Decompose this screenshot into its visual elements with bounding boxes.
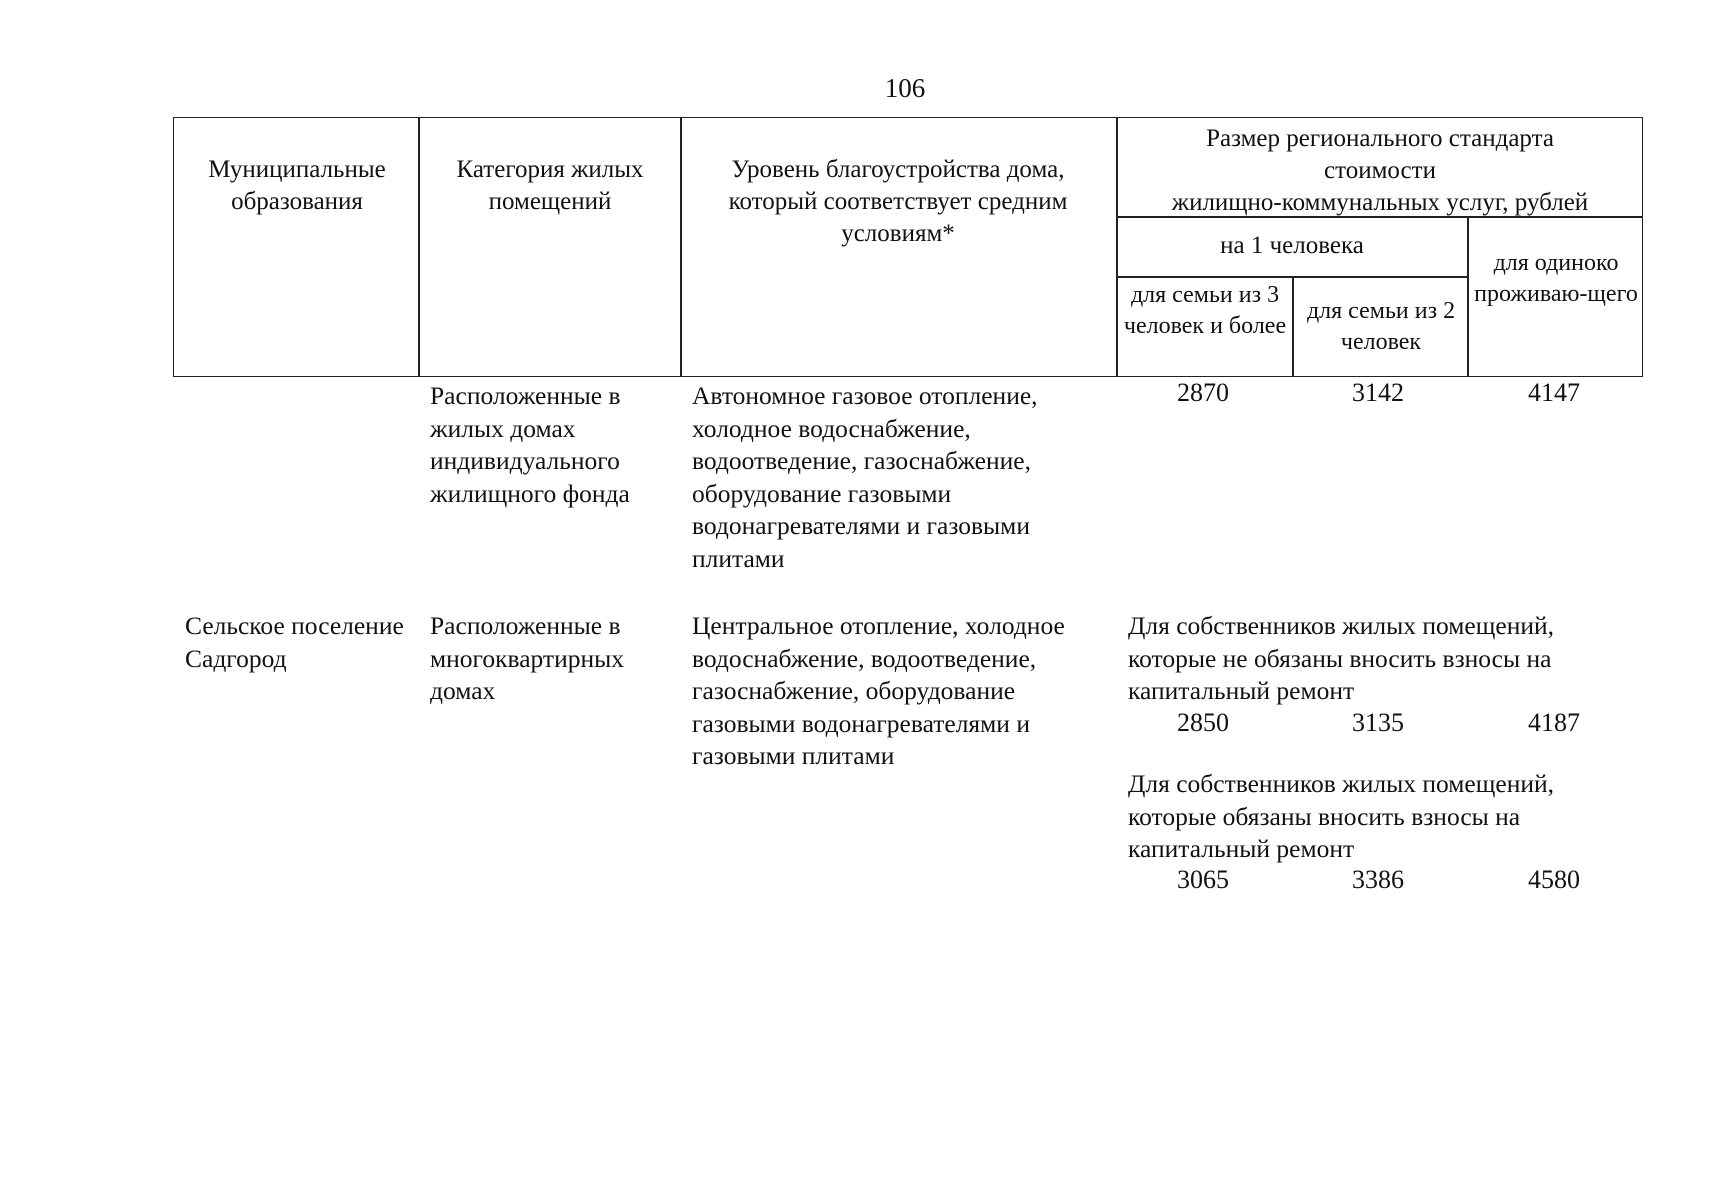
header-category: Категория жилых помещений	[456, 156, 644, 215]
row2-group1-value-family2: 3135	[1352, 708, 1404, 737]
column-divider	[1292, 276, 1294, 376]
row2-category: Расположенные в многоквартирных домах	[430, 611, 625, 705]
row1-value-single: 4147	[1528, 378, 1580, 407]
row1-level: Автономное газовое отопление, холодное водоснабжение, водоотведение, газоснабжение, оборудование газовыми водонагревателями и газовыми плитами	[692, 381, 1038, 573]
header-family3: для семьи из 3 человек и более	[1123, 282, 1287, 339]
row1-category: Расположенные в жилых домах индивидуального жилищного фонда	[430, 381, 630, 508]
row1-value-family2: 3142	[1352, 378, 1404, 407]
column-divider	[418, 118, 420, 376]
header-standard-line1: Размер регионального стандарта	[1206, 125, 1554, 152]
row-divider	[1116, 276, 1467, 278]
header-single: для одиноко проживаю-щего	[1474, 250, 1638, 307]
row2-group1-value-single: 4187	[1528, 708, 1580, 737]
row2-municipality: Сельское поселение Садгород	[185, 611, 404, 673]
header-municipality: Муниципальные образования	[208, 156, 386, 215]
column-divider	[1467, 216, 1469, 376]
header-level: Уровень благоустройства дома, который соответствует средним условиям*	[728, 156, 1068, 247]
row2-group2-note: Для собственников жилых помещений, которые обязаны вносить взносы на капитальный ремонт	[1128, 769, 1555, 863]
row2-group1-value-family3: 2850	[1177, 708, 1229, 737]
header-standard-line3: жилищно-коммунальных услуг, рублей	[1171, 189, 1589, 216]
column-divider	[680, 118, 682, 376]
header-per-person: на 1 человека	[1220, 232, 1364, 259]
header-standard-line2: стоимости	[1324, 157, 1436, 184]
row1-value-family3: 2870	[1177, 378, 1229, 407]
table-header	[173, 117, 1643, 377]
page-number: 106	[884, 73, 926, 103]
row2-group2-value-family2: 3386	[1352, 865, 1404, 894]
column-divider	[1116, 118, 1118, 376]
row2-group1-note: Для собственников жилых помещений, которые не обязаны вносить взносы на капитальный ремонт	[1128, 611, 1555, 705]
header-family2: для семьи из 2 человек	[1306, 298, 1456, 355]
header-standard	[1120, 123, 1640, 219]
row2-level: Центральное отопление, холодное водоснабжение, водоотведение, газоснабжение, оборудование газовыми водонагревателями и газовыми плитами	[692, 611, 1065, 770]
row2-group2-value-single: 4580	[1528, 865, 1580, 894]
row2-group2-value-family3: 3065	[1177, 865, 1229, 894]
